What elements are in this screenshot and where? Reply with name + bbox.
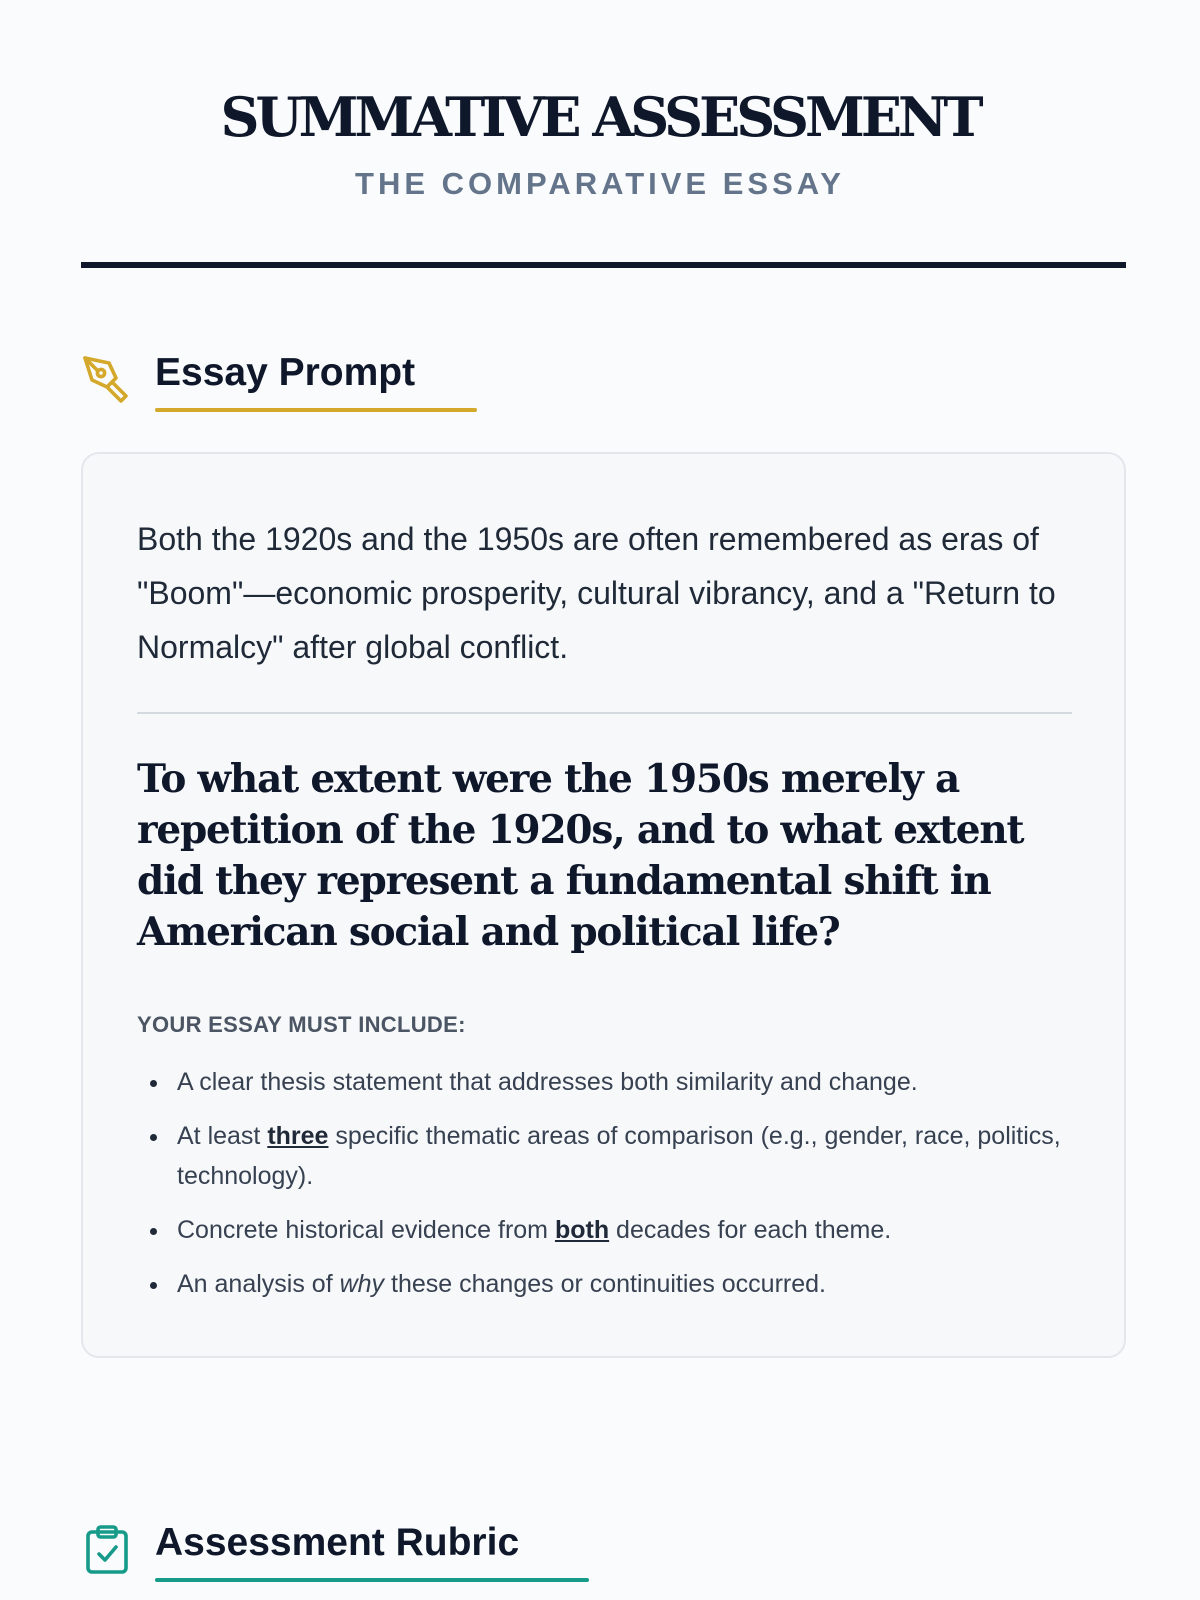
essay-prompt-heading <box>81 350 477 412</box>
pen-nib-icon <box>81 352 133 404</box>
section-title: Assessment Rubric <box>155 1521 520 1564</box>
list-item: A clear thesis statement that addresses both similarity and change. <box>137 1062 1067 1102</box>
essay-prompt-card <box>81 452 1126 1358</box>
list-item: At least three specific thematic areas of comparison (e.g., gender, race, politics, technology). <box>137 1116 1067 1196</box>
list-item: Concrete historical evidence from both decades for each theme. <box>137 1210 1067 1250</box>
emphasis-text: both <box>554 1216 610 1244</box>
section-underline <box>155 408 477 412</box>
header-divider <box>81 262 1126 268</box>
bullet <box>150 1080 157 1087</box>
page-subtitle: THE COMPARATIVE ESSAY <box>355 166 845 201</box>
bullet <box>150 1282 157 1289</box>
page-header <box>0 86 1200 202</box>
list-item: An analysis of why these changes or continuities occurred. <box>137 1264 1067 1304</box>
italic-text: why <box>339 1270 385 1298</box>
bullet <box>150 1134 157 1141</box>
section-underline <box>155 1578 589 1582</box>
essay-question: To what extent were the 1950s merely a repetition of the 1920s, and to what extent did they represent a fundamental shift in American social and political life? <box>137 756 1024 955</box>
bullet <box>150 1228 157 1235</box>
prompt-intro: Both the 1920s and the 1950s are often remembered as eras of "Boom"—economic prosperity, cultural vibrancy, and a "Return to Normalcy" after global conflict. <box>137 521 1056 665</box>
assessment-rubric-heading <box>81 1520 589 1582</box>
requirements-list <box>137 1062 1067 1318</box>
clipboard-check-icon <box>81 1522 133 1574</box>
section-title: Essay Prompt <box>155 351 416 394</box>
page-title: SUMMATIVE ASSESSMENT <box>220 85 980 149</box>
requirements-label: YOUR ESSAY MUST INCLUDE: <box>137 1012 466 1037</box>
emphasis-text: three <box>267 1122 329 1150</box>
card-divider <box>137 712 1072 714</box>
